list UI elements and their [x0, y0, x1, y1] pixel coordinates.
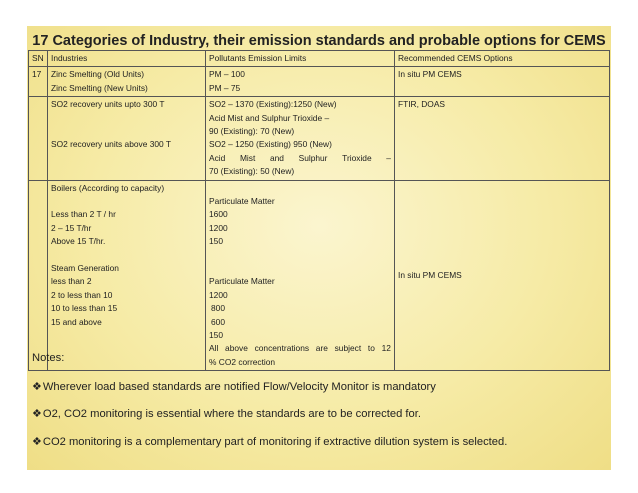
steam-generation-heading: Steam Generation — [51, 263, 119, 274]
diamond-bullet-icon: ❖ — [32, 381, 42, 393]
cell-industries-so2 — [48, 97, 206, 180]
limit-so2-small-2: Acid Mist and Sulphur Trioxide – — [209, 112, 330, 123]
header-industries: Industries — [48, 51, 206, 67]
header-limits: Pollutants Emission Limits — [206, 51, 395, 67]
limit-so2-large-2: Acid Mist and Sulphur Trioxide – — [209, 152, 391, 163]
steam-pm-value-2: 800 — [211, 303, 225, 314]
cell-sn: 17 — [29, 67, 48, 97]
industry-zinc-new: Zinc Smelting (New Units) — [51, 82, 148, 93]
cell-limits-so2 — [206, 97, 395, 180]
table-row-zinc — [29, 67, 610, 97]
cell-sn-empty — [29, 180, 48, 371]
cell-industries-boilers — [48, 180, 206, 371]
industry-so2-large: SO2 recovery units above 300 T — [51, 139, 171, 150]
steam-pm-value-1: 1200 — [209, 289, 228, 300]
boiler-capacity-1: Less than 2 T / hr — [51, 209, 116, 220]
header-sn: SN — [29, 51, 48, 67]
steam-capacity-2: 2 to less than 10 — [51, 289, 113, 300]
boiler-capacity-2: 2 – 15 T/hr — [51, 222, 92, 233]
limit-zinc-new: PM – 75 — [209, 82, 241, 93]
pm-label-1: Particulate Matter — [209, 196, 275, 207]
cell-cems-zinc: In situ PM CEMS — [395, 67, 610, 97]
steam-pm-value-4: 150 — [209, 330, 223, 341]
cell-cems-boilers: In situ PM CEMS — [395, 180, 610, 371]
limit-so2-small-3: 90 (Existing): 70 (New) — [209, 126, 295, 137]
correction-footnote-1: All above concentrations are subject to 12 — [209, 343, 391, 354]
steam-capacity-1: less than 2 — [51, 276, 92, 287]
note-item — [32, 435, 507, 448]
boiler-capacity-3: Above 15 T/hr. — [51, 236, 106, 247]
note-text: O2, CO2 monitoring is essential where the standards are to be corrected for. — [42, 408, 421, 420]
steam-capacity-4: 15 and above — [51, 316, 102, 327]
steam-capacity-3: 10 to less than 15 — [51, 303, 118, 314]
note-item — [32, 407, 421, 420]
industry-zinc-old: Zinc Smelting (Old Units) — [51, 69, 145, 80]
boilers-heading: Boilers (According to capacity) — [51, 182, 165, 193]
limit-so2-large-3: 70 (Existing): 50 (New) — [209, 166, 295, 177]
note-text: CO2 monitoring is a complementary part of monitoring if extractive dilution system is selected. — [42, 436, 508, 448]
cell-cems-so2: FTIR, DOAS — [395, 97, 610, 180]
notes-heading: Notes: — [32, 352, 65, 364]
limit-so2-large-1: SO2 – 1250 (Existing) 950 (New) — [209, 139, 332, 150]
limit-so2-small-1: SO2 – 1370 (Existing):1250 (New) — [209, 99, 337, 110]
limit-zinc-old: PM – 100 — [209, 69, 245, 80]
steam-pm-value-3: 600 — [211, 316, 225, 327]
emission-standards-table — [28, 50, 610, 371]
cell-limits-boilers — [206, 180, 395, 371]
slide-title: 17 Categories of Industry, their emission standards and probable options for CEMS — [32, 33, 606, 49]
table-row-so2 — [29, 97, 610, 180]
industry-so2-small: SO2 recovery units upto 300 T — [51, 99, 165, 110]
pm-value-1: 1600 — [209, 209, 228, 220]
cell-sn-empty — [29, 97, 48, 180]
diamond-bullet-icon: ❖ — [32, 436, 42, 448]
pm-label-2: Particulate Matter — [209, 276, 275, 287]
slide — [27, 26, 611, 470]
pm-value-3: 150 — [209, 236, 223, 247]
cell-limits-zinc — [206, 67, 395, 97]
table-header-row — [29, 51, 610, 67]
table-row-boilers — [29, 180, 610, 371]
note-text: Wherever load based standards are notified Flow/Velocity Monitor is mandatory — [42, 381, 436, 393]
note-item — [32, 380, 436, 393]
diamond-bullet-icon: ❖ — [32, 408, 42, 420]
correction-footnote-2: % CO2 correction — [209, 356, 276, 367]
header-cems: Recommended CEMS Options — [395, 51, 610, 67]
cell-industries-zinc — [48, 67, 206, 97]
pm-value-2: 1200 — [209, 222, 228, 233]
